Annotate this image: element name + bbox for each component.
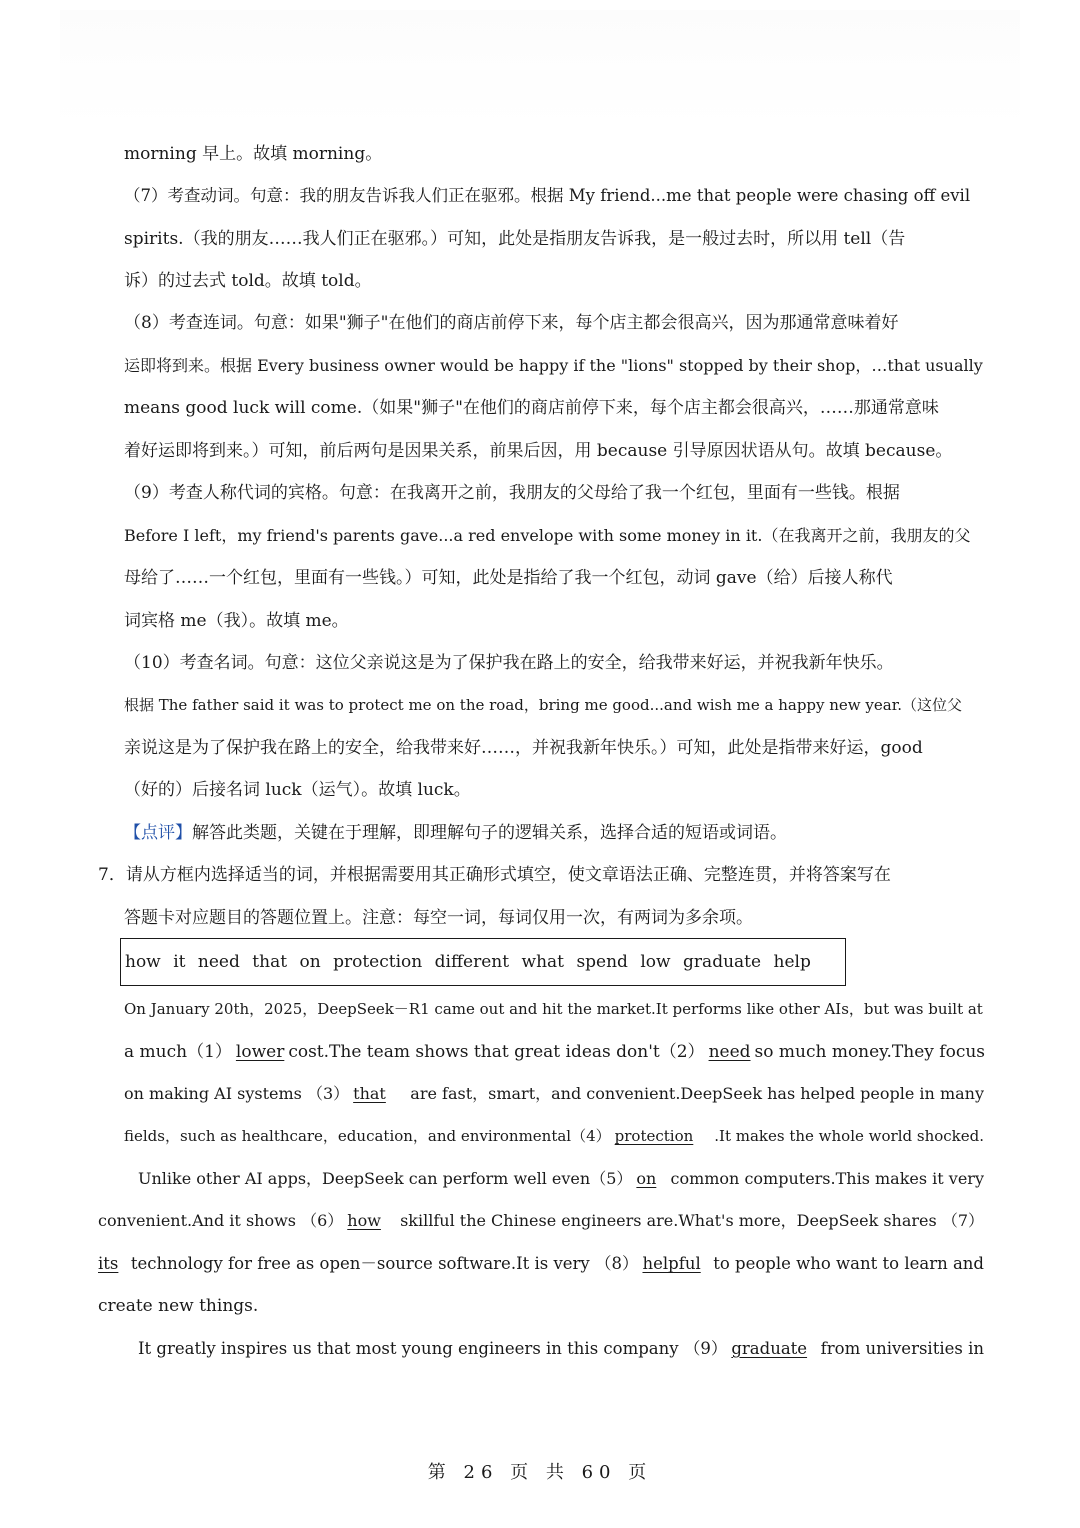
- passage-line: create new things.: [98, 1296, 259, 1316]
- passage-line: It greatly inspires us that most young engineers in this company （9） graduate from universities in: [138, 1339, 984, 1358]
- text-line: （好的）后接名词 luck（运气）。故填 luck。: [124, 780, 471, 800]
- word-bank-item: protection: [333, 952, 423, 972]
- word-bank-item: spend: [576, 952, 628, 972]
- word-bank-item: graduate: [683, 952, 762, 972]
- word-bank-item: need: [197, 952, 240, 972]
- text-line: 着好运即将到来。）可知，前后两句是因果关系，前果后因，用 because 引导原因状语从句。故填 because。: [124, 441, 953, 461]
- answer-blank-7: its: [98, 1254, 119, 1273]
- text-line: 运即将到来。根据 Every business owner would be happy if the "lions" stopped by their shop，…that usually: [124, 356, 983, 375]
- page-number-footer: 第 26 页 共 60 页: [427, 1462, 653, 1483]
- word-bank-item: low: [640, 952, 671, 972]
- text-line: （7）考查动词。句意：我的朋友告诉我人们正在驱邪。根据 My friend...me that people were chasing off evil: [124, 186, 971, 205]
- passage-line: Unlike other AI apps，DeepSeek can perform well even（5） on common computers.This makes it very: [138, 1169, 984, 1188]
- text-line: spirits.（我的朋友……我人们正在驱邪。）可知，此处是指朋友告诉我，是一般过去时，所以用 tell（告: [124, 229, 906, 249]
- text-line: 亲说这是为了保护我在路上的安全，给我带来好……，并祝我新年快乐。）可知，此处是指带来好运，good: [124, 738, 923, 758]
- answer-blank-3: that: [353, 1084, 386, 1103]
- answer-blank-5: on: [636, 1169, 657, 1188]
- comment-tag: 【点评】: [124, 823, 192, 843]
- word-bank-item: on: [299, 952, 321, 972]
- passage-line: a much（1） lower cost.The team shows that great ideas don't（2） need so much money.They focus: [124, 1042, 986, 1062]
- word-bank-item: different: [434, 952, 510, 972]
- passage-line: its technology for free as open－source software.It is very （8） helpful to people who want to learn and: [98, 1252, 984, 1276]
- text-line: （10）考查名词。句意：这位父亲说这是为了保护我在路上的安全，给我带来好运，并祝我新年快乐。: [124, 653, 894, 673]
- text-line: 根据 The father said it was to protect me on the road，bring me good...and wish me a happy new year.（这位父: [124, 696, 963, 714]
- comment-line: [124, 821, 787, 845]
- answer-blank-8: helpful: [642, 1254, 701, 1273]
- word-bank-item: it: [173, 952, 186, 972]
- answer-blank-6: how: [347, 1211, 381, 1230]
- passage-line: On January 20th，2025，DeepSeek－R1 came out and hit the market.It performs like other AIs，but was built at: [124, 1000, 983, 1018]
- passage-line: on making AI systems （3） that are fast，smart，and convenient.DeepSeek has helped people in many: [124, 1084, 984, 1103]
- scan-smudge: [60, 10, 1020, 130]
- answer-blank-9: graduate: [731, 1339, 808, 1358]
- word-bank-item: that: [252, 952, 288, 972]
- answer-blank-2: need: [708, 1042, 751, 1062]
- word-bank-item: how: [125, 952, 161, 972]
- text-line: 诉）的过去式 told。故填 told。: [124, 271, 372, 291]
- passage-line: convenient.And it shows （6） how skillful the Chinese engineers are.What's more，DeepSeek shares （7）: [98, 1211, 984, 1230]
- text-line: （9）考查人称代词的宾格。句意：在我离开之前，我朋友的父母给了我一个红包，里面有一些钱。根据: [124, 483, 900, 503]
- comment-text: 解答此类题，关键在于理解，即理解句子的逻辑关系，选择合适的短语或词语。: [192, 823, 787, 843]
- text-line: means good luck will come.（如果"狮子"在他们的商店前停下来，每个店主都会很高兴，……那通常意味: [124, 398, 939, 418]
- answer-blank-1: lower: [235, 1042, 285, 1062]
- word-bank-item: help: [773, 952, 811, 972]
- text-line: 词宾格 me（我）。故填 me。: [124, 611, 349, 631]
- text-line: 母给了……一个红包，里面有一些钱。）可知，此处是指给了我一个红包，动词 gave（给）后接人称代: [124, 568, 893, 588]
- question-line: 7．请从方框内选择适当的词，并根据需要用其正确形式填空，使文章语法正确、完整连贯，并将答案写在: [98, 865, 891, 885]
- text-line: （8）考查连词。句意：如果"狮子"在他们的商店前停下来，每个店主都会很高兴，因为那通常意味着好: [124, 313, 899, 333]
- answer-blank-4: protection: [614, 1127, 694, 1145]
- word-bank-box: [120, 938, 846, 986]
- question-line: 答题卡对应题目的答题位置上。注意：每空一词，每词仅用一次，有两词为多余项。: [124, 908, 753, 928]
- text-line: Before I left，my friend's parents gave...a red envelope with some money in it.（在我离开之前，我朋友的父: [124, 526, 971, 545]
- word-bank-item: what: [521, 952, 564, 972]
- text-line: morning 早上。故填 morning。: [124, 144, 383, 164]
- passage-line: fields，such as healthcare，education，and environmental（4） protection .It makes the whole world shocked.: [124, 1127, 984, 1145]
